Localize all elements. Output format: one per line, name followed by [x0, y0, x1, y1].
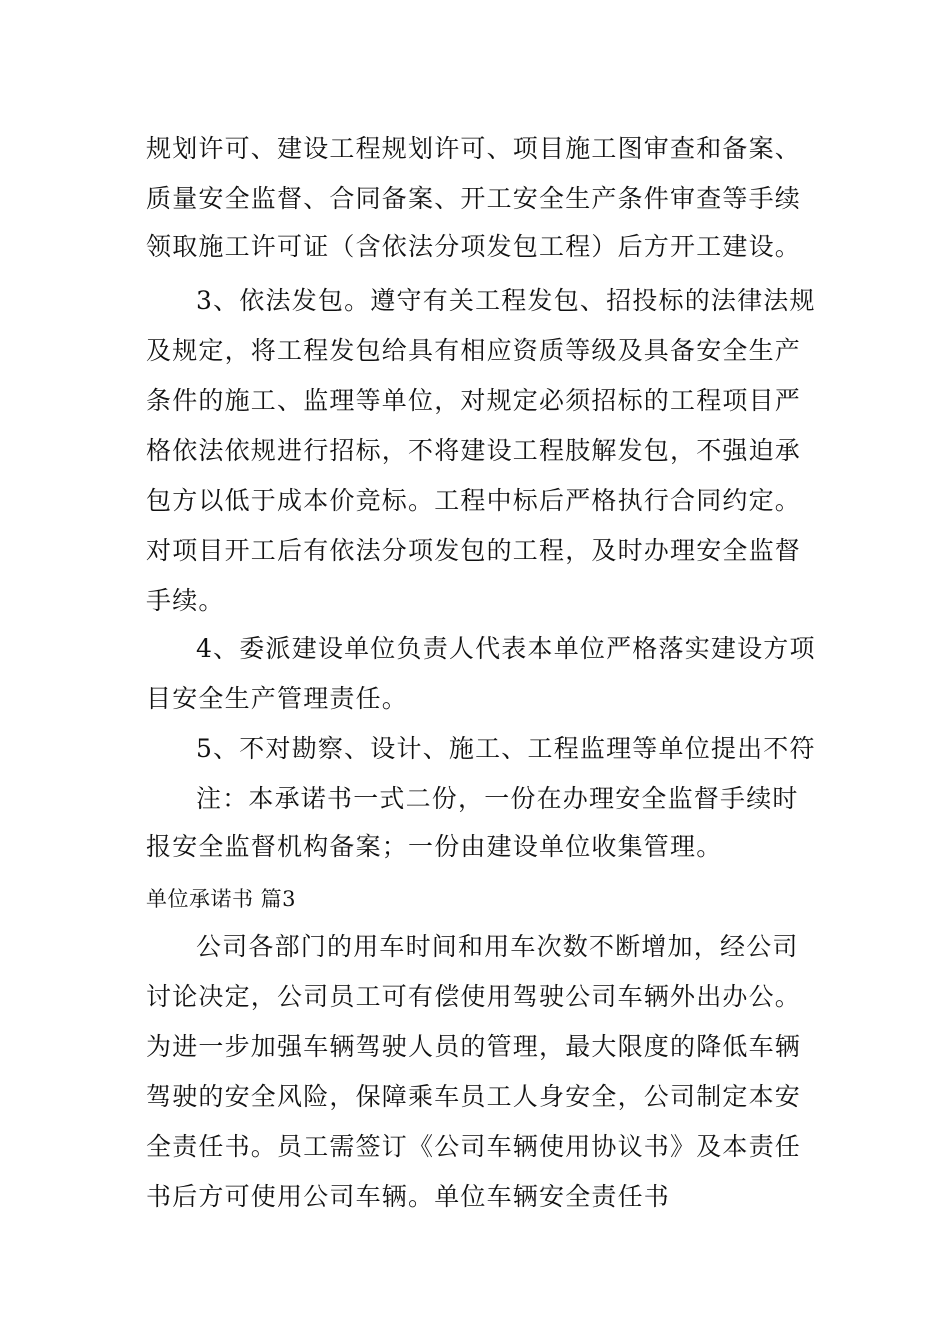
- text-line: 报安全监督机构备案；一份由建设单位收集管理。: [146, 832, 723, 861]
- paragraph-5-start: 5、不对勘察、设计、施工、工程监理等单位提出不符: [196, 734, 816, 763]
- text-line: 及规定，将工程发包给具有相应资质等级及具备安全生产: [146, 336, 802, 365]
- text-line: 讨论决定，公司员工可有偿使用驾驶公司车辆外出办公。: [146, 982, 802, 1011]
- text-line: 目安全生产管理责任。: [146, 684, 409, 713]
- note-start: 注：本承诺书一式二份，一份在办理安全监督手续时: [196, 784, 799, 813]
- text-line: 为进一步加强车辆驾驶人员的管理，最大限度的降低车辆: [146, 1032, 802, 1061]
- text-line: 格依法依规进行招标，不将建设工程肢解发包，不强迫承: [146, 436, 802, 465]
- section-heading: 单位承诺书 篇3: [146, 887, 297, 911]
- text-line: 包方以低于成本价竞标。工程中标后严格执行合同约定。: [146, 486, 802, 515]
- text-line: 全责任书。员工需签订《公司车辆使用协议书》及本责任: [146, 1132, 802, 1161]
- text-line: 规划许可、建设工程规划许可、项目施工图审查和备案、: [146, 134, 802, 163]
- paragraph-4-start: 4、委派建设单位负责人代表本单位严格落实建设方项: [196, 634, 816, 663]
- text-line: 条件的施工、监理等单位，对规定必须招标的工程项目严: [146, 386, 802, 415]
- text-line: 手续。: [146, 586, 225, 615]
- text-line: 对项目开工后有依法分项发包的工程，及时办理安全监督: [146, 536, 802, 565]
- paragraph-3-start: 3、依法发包。遵守有关工程发包、招投标的法律法规: [196, 286, 816, 315]
- paragraph-start: 公司各部门的用车时间和用车次数不断增加，经公司: [196, 932, 799, 961]
- text-line: 驾驶的安全风险，保障乘车员工人身安全，公司制定本安: [146, 1082, 802, 1111]
- text-line: 书后方可使用公司车辆。单位车辆安全责任书: [146, 1182, 671, 1211]
- text-line: 质量安全监督、合同备案、开工安全生产条件审查等手续: [146, 184, 802, 213]
- text-line: 领取施工许可证（含依法分项发包工程）后方开工建设。: [146, 232, 802, 261]
